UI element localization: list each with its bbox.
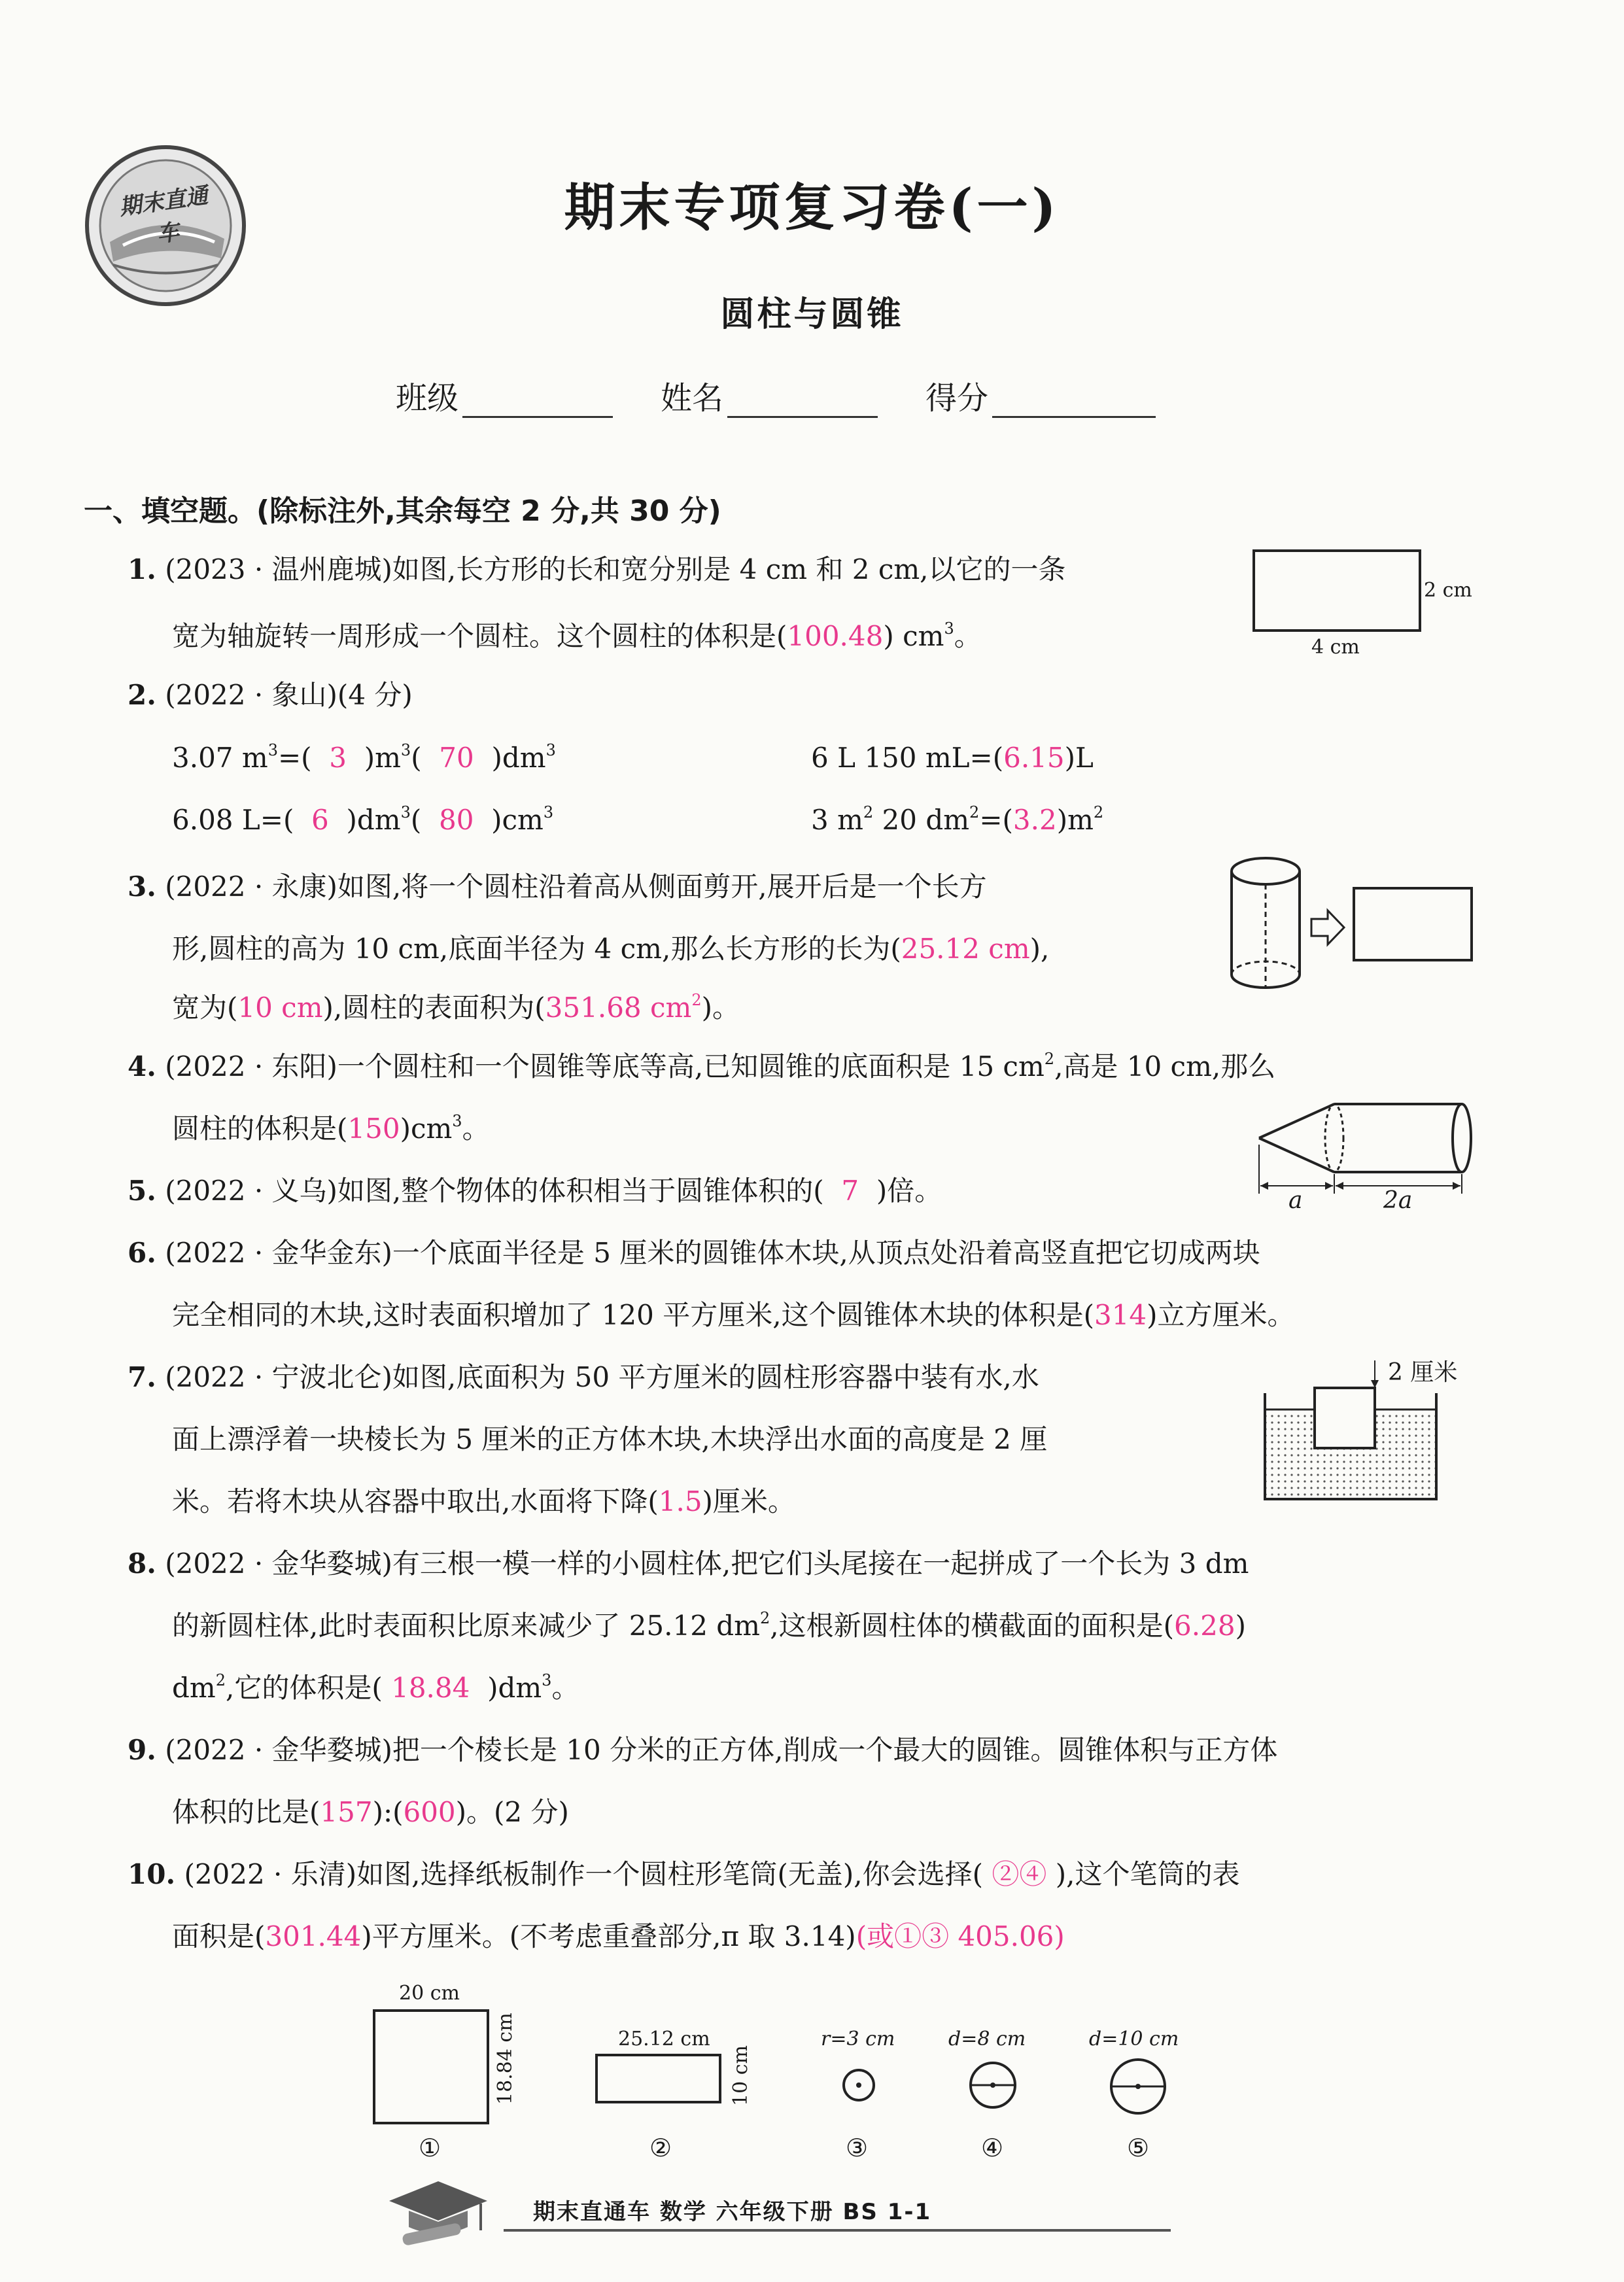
q10-figure-2: 25.12 cm 10 cm ② <box>592 2028 762 2178</box>
section-heading: 一、填空题。(除标注外,其余每空 2 分,共 30 分) <box>84 494 721 528</box>
name-label: 姓名 <box>661 380 724 417</box>
q8-line3: $dm^2$,它的体积是( 18.84 )$dm^3$。 <box>172 1671 579 1704</box>
footer-text: 期末直通车 数学 六年级下册 BS 1-1 <box>533 2199 932 2225</box>
grad-cap-icon <box>376 2175 494 2249</box>
q10-line2: 面积是(301.44)平方厘米。(不考虑重叠部分,π 取 3.14)(或①③ 405.06) <box>172 1920 1065 1952</box>
score-field[interactable] <box>925 373 1156 418</box>
q9-line2: 体积的比是(157):(600)。(2 分) <box>172 1796 569 1828</box>
q3-figure <box>1230 850 1478 1003</box>
q5-figure: a 2a <box>1253 1089 1481 1216</box>
q2-row1-left: 3.07 $m^3=$( 3 )$m^3$( 70 )$dm^3$ <box>172 741 556 774</box>
q4-line2: 圆柱的体积是$(150)cm^3$。 <box>172 1112 490 1145</box>
q9-line1: 9. (2022 · 金华婺城)把一个棱长是 10 分米的正方体,削成一个最大的圆锥。圆锥体积与正方体 <box>128 1734 1278 1766</box>
q4-line1: 4. (2022 · 东阳)一个圆柱和一个圆锥等底等高,已知圆锥的底面积是 15 $cm^2$,高是 10 cm,那么 <box>128 1050 1276 1082</box>
q2-line1: 2. (2022 · 象山)(4 分) <box>128 679 413 711</box>
class-label: 班级 <box>396 380 459 417</box>
name-field[interactable] <box>661 373 878 418</box>
q6-line2: 完全相同的木块,这时表面积增加了 120 平方厘米,这个圆锥体木块的体积是(314)立方厘米。 <box>172 1299 1295 1331</box>
q7-line2: 面上漂浮着一块棱长为 5 厘米的正方体木块,木块浮出水面的高度是 2 厘 <box>172 1423 1048 1455</box>
q10-line1: 10. (2022 · 乐清)如图,选择纸板制作一个圆柱形笔筒(无盖),你会选择( ②④ ),这个笔筒的表 <box>128 1858 1240 1890</box>
q3-line2: 形,圆柱的高为 10 cm,底面半径为 4 cm,那么长方形的长为(25.12 cm), <box>172 933 1050 965</box>
score-label: 得分 <box>925 380 989 417</box>
q10-figure-5: d=10 cm ⑤ <box>1089 2028 1179 2162</box>
q2-row2-left: 6.08 L=( 6 )$dm^3$( 80 )$cm^3$ <box>172 803 554 836</box>
footer-rule <box>504 2229 1171 2232</box>
q1-line2: 宽为轴旋转一周形成一个圆柱。这个圆柱的体积是(100.48) $cm^3$。 <box>172 619 982 652</box>
q1-figure: 2 cm 4 cm <box>1253 549 1462 664</box>
q5-line1: 5. (2022 · 义乌)如图,整个物体的体积相当于圆锥体积的( 7 )倍。 <box>128 1175 942 1207</box>
q7-line3: 米。若将木块从容器中取出,水面将下降(1.5)厘米。 <box>172 1485 795 1517</box>
q10-figure-1: 20 cm 18.84 cm ① <box>370 1982 527 2178</box>
q8-line2: 的新圆柱体,此时表面积比原来减少了 25.12 $dm^2$,这根新圆柱体的横截面的面积是(6.28) <box>172 1609 1246 1642</box>
q2-row2-right: 3 $m^2$ 20 $dm^2=(3.2)m^2$ <box>811 803 1104 836</box>
q3-line1: 3. (2022 · 永康)如图,将一个圆柱沿着高从侧面剪开,展开后是一个长方 <box>128 871 987 903</box>
class-field[interactable] <box>396 373 613 418</box>
q2-row1-right: 6 L 150 mL=(6.15)L <box>811 742 1094 774</box>
q10-figure-4: d=8 cm ④ <box>948 2028 1026 2162</box>
q8-line1: 8. (2022 · 金华婺城)有三根一模一样的小圆柱体,把它们头尾接在一起拼成了一个长为 3 dm <box>128 1547 1249 1580</box>
q6-line1: 6. (2022 · 金华金东)一个底面半径是 5 厘米的圆锥体木块,从顶点处沿着高竖直把它切成两块 <box>128 1237 1260 1269</box>
page-subtitle: 圆柱与圆锥 <box>720 295 904 334</box>
logo-text: 期末直通车 <box>117 182 210 248</box>
q10-figure-3: r=3 cm ③ <box>821 2028 895 2162</box>
q7-figure: 2 厘米 <box>1262 1354 1445 1507</box>
q1-answer: 100.48 <box>787 620 884 652</box>
q1-line1: 1. (2023 · 温州鹿城)如图,长方形的长和宽分别是 4 cm 和 2 cm,以它的一条 <box>128 553 1066 585</box>
page-title: 期末专项复习卷(一) <box>564 178 1060 237</box>
q3-line3: 宽为(10 cm),圆柱的表面积为(351.68 $cm^2$)。 <box>172 991 740 1024</box>
q7-line1: 7. (2022 · 宁波北仑)如图,底面积为 50 平方厘米的圆柱形容器中装有水,水 <box>128 1361 1039 1393</box>
